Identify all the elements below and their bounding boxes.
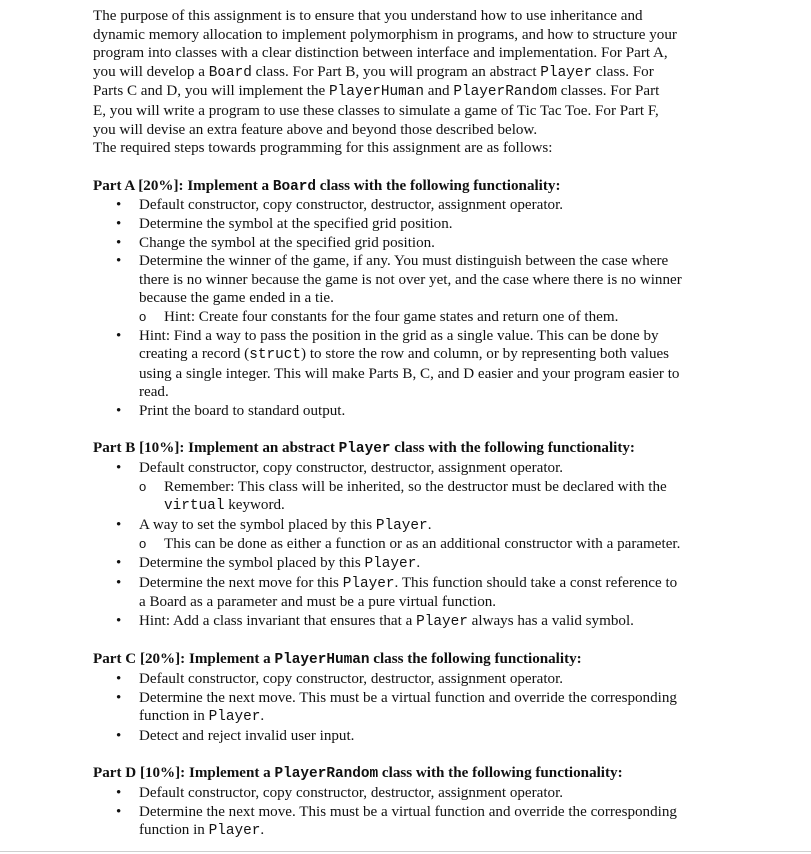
item-text: function in [139, 822, 209, 839]
bullet-icon: • [116, 555, 122, 572]
list-item [116, 803, 753, 841]
item-text: ) to store the row and column, or by representing both values [301, 346, 670, 363]
list-item [116, 554, 753, 574]
part-b-section [93, 439, 753, 631]
list-item [116, 327, 753, 402]
item-text: Default constructor, copy constructor, destructor, assignment operator. [139, 784, 564, 801]
list-item [116, 459, 753, 516]
bullet-icon: • [116, 671, 122, 687]
bullet-icon: • [116, 197, 122, 214]
heading-text: class with the following functionality: [316, 177, 561, 194]
code-virtual: virtual [164, 498, 225, 515]
item-text: Determine the next move. This must be a virtual function and override the corresponding [139, 689, 677, 706]
intro-text: and [424, 83, 454, 100]
part-c-heading [93, 650, 753, 670]
part-c-section [93, 650, 753, 745]
code-player: Player [416, 613, 468, 630]
list-item [116, 574, 753, 612]
bullet-icon: • [116, 574, 122, 591]
item-text: keyword. [224, 497, 285, 514]
list-item [116, 196, 753, 215]
bullet-icon: • [116, 253, 122, 270]
code-player-human: PlayerHuman [329, 84, 425, 101]
item-text: Hint: Create four constants for the four game states and return one of them. [164, 308, 619, 325]
intro-text: dynamic memory allocation to implement polymorphism in programs, and how to structure your [93, 26, 677, 43]
sub-list-item [139, 535, 753, 554]
item-text: A way to set the symbol placed by this [139, 516, 376, 533]
heading-text: class with the following functionality: [390, 440, 635, 457]
item-text: . [416, 555, 421, 572]
item-text: . [427, 516, 432, 533]
code-player-random: PlayerRandom [274, 766, 379, 783]
intro-text: class. For [592, 63, 654, 80]
item-text: Determine the winner of the game, if any. You must distinguish between the case where [139, 253, 669, 270]
part-d-section [93, 764, 753, 840]
code-player-human: PlayerHuman [274, 652, 370, 669]
intro-text: you will devise an extra feature above and beyond those described below. [93, 121, 538, 138]
item-text: Remember: This class will be inherited, so the destructor must be declared with the [164, 478, 667, 495]
sub-list [139, 308, 753, 327]
list-item [116, 234, 753, 253]
intro-line [93, 7, 753, 26]
code-struct: struct [249, 347, 302, 364]
item-text: Hint: Add a class invariant that ensures that a [139, 612, 417, 629]
item-text: . [260, 822, 265, 839]
heading-text: Part D [10%]: Implement a [93, 765, 275, 782]
bullet-icon: • [116, 215, 122, 232]
item-text: Change the symbol at the specified grid position. [139, 234, 435, 251]
bullet-icon: • [116, 803, 122, 820]
list-item [116, 784, 753, 803]
intro-line [93, 26, 753, 45]
item-text: Default constructor, copy constructor, destructor, assignment operator. [139, 197, 564, 214]
page-bottom-divider [0, 851, 811, 852]
item-text: because the game ended in a tie. [139, 290, 334, 307]
part-a-list [93, 196, 753, 420]
part-d-heading [93, 764, 753, 784]
part-d-list [93, 784, 753, 841]
item-text: Determine the next move for this [139, 574, 343, 591]
item-text: Print the board to standard output. [139, 402, 346, 419]
sub-bullet-icon: o [139, 308, 147, 324]
code-player: Player [364, 556, 417, 573]
part-a-section [93, 177, 753, 421]
code-board: Board [208, 64, 252, 81]
code-player: Player [208, 709, 261, 726]
sub-list-item [139, 308, 753, 327]
intro-text: program into classes with a clear distinction between interface and implementation. For Part A, [93, 45, 668, 62]
sub-bullet-icon: o [139, 536, 147, 552]
intro-text: class. For Part B, you will program an abstract [251, 63, 541, 80]
intro-text: classes. For Part [557, 83, 660, 100]
part-c-list [93, 670, 753, 745]
intro-line [93, 102, 753, 121]
bullet-icon: • [116, 460, 122, 477]
item-text: . This function should take a const reference to [394, 574, 678, 591]
code-player: Player [208, 823, 261, 840]
item-text: function in [139, 708, 209, 725]
bullet-icon: • [116, 612, 122, 629]
bullet-icon: • [116, 784, 122, 801]
list-item [116, 402, 753, 421]
item-text: Default constructor, copy constructor, destructor, assignment operator. [139, 671, 564, 687]
code-player-random: PlayerRandom [453, 84, 558, 101]
bullet-icon: • [116, 402, 122, 419]
assignment-document [93, 7, 753, 841]
intro-line [93, 44, 753, 63]
sub-list [139, 535, 753, 554]
item-text: creating a record ( [139, 346, 250, 363]
item-text: there is no winner because the game is not over yet, and the case where there is no winner [139, 271, 682, 288]
code-board: Board [272, 178, 317, 195]
bullet-icon: • [116, 234, 122, 251]
sub-bullet-icon: o [139, 478, 147, 494]
item-text: Determine the next move. This must be a virtual function and override the corresponding [139, 803, 677, 820]
code-player: Player [375, 517, 428, 534]
intro-text: The purpose of this assignment is to ensure that you understand how to use inheritance and [93, 8, 643, 24]
item-text: read. [139, 384, 169, 401]
intro-text: E, you will write a program to use these classes to simulate a game of Tic Tac Toe. For Part F, [93, 102, 659, 119]
intro-text: Parts C and D, you will implement the [93, 83, 330, 100]
list-item [116, 612, 753, 632]
heading-text: Part B [10%]: Implement an abstract [93, 440, 339, 457]
item-text: Hint: Find a way to pass the position in the grid as a single value. This can be done by [139, 327, 659, 344]
list-item [116, 727, 753, 746]
item-text: . [260, 708, 265, 725]
item-text: Determine the symbol placed by this [139, 555, 365, 572]
sub-list [139, 478, 753, 516]
heading-text: class the following functionality: [369, 651, 582, 668]
heading-text: Part C [20%]: Implement a [93, 651, 275, 668]
intro-line [93, 82, 753, 102]
code-player: Player [540, 64, 593, 81]
bullet-icon: • [116, 327, 122, 344]
item-text: a Board as a parameter and must be a pure virtual function. [139, 594, 497, 611]
item-text: Determine the symbol at the specified grid position. [139, 215, 453, 232]
list-item [116, 670, 753, 689]
part-b-list [93, 459, 753, 631]
list-item [116, 516, 753, 554]
item-text: Detect and reject invalid user input. [139, 727, 355, 744]
heading-text: class with the following functionality: [378, 765, 623, 782]
part-a-heading [93, 177, 753, 197]
intro-line [93, 63, 753, 83]
part-b-heading [93, 439, 753, 459]
item-text: using a single integer. This will make Parts B, C, and D easier and your program easier to [139, 365, 680, 382]
intro-text: you will develop a [93, 63, 209, 80]
item-text: always has a valid symbol. [467, 612, 634, 629]
sub-list-item [139, 478, 753, 516]
bullet-icon: • [116, 516, 122, 533]
bullet-icon: • [116, 689, 122, 706]
list-item [116, 215, 753, 234]
code-player: Player [342, 575, 395, 592]
item-text: Default constructor, copy constructor, destructor, assignment operator. [139, 460, 564, 477]
list-item [116, 689, 753, 727]
intro-line [93, 121, 753, 140]
intro-line [93, 139, 753, 158]
intro-text: The required steps towards programming for this assignment are as follows: [93, 140, 553, 157]
bullet-icon: • [116, 727, 122, 744]
code-player: Player [338, 441, 391, 458]
list-item [116, 252, 753, 326]
item-text: This can be done as either a function or as an additional constructor with a parameter. [164, 536, 681, 553]
heading-text: Part A [20%]: Implement a [93, 177, 273, 194]
intro-paragraph [93, 7, 753, 158]
